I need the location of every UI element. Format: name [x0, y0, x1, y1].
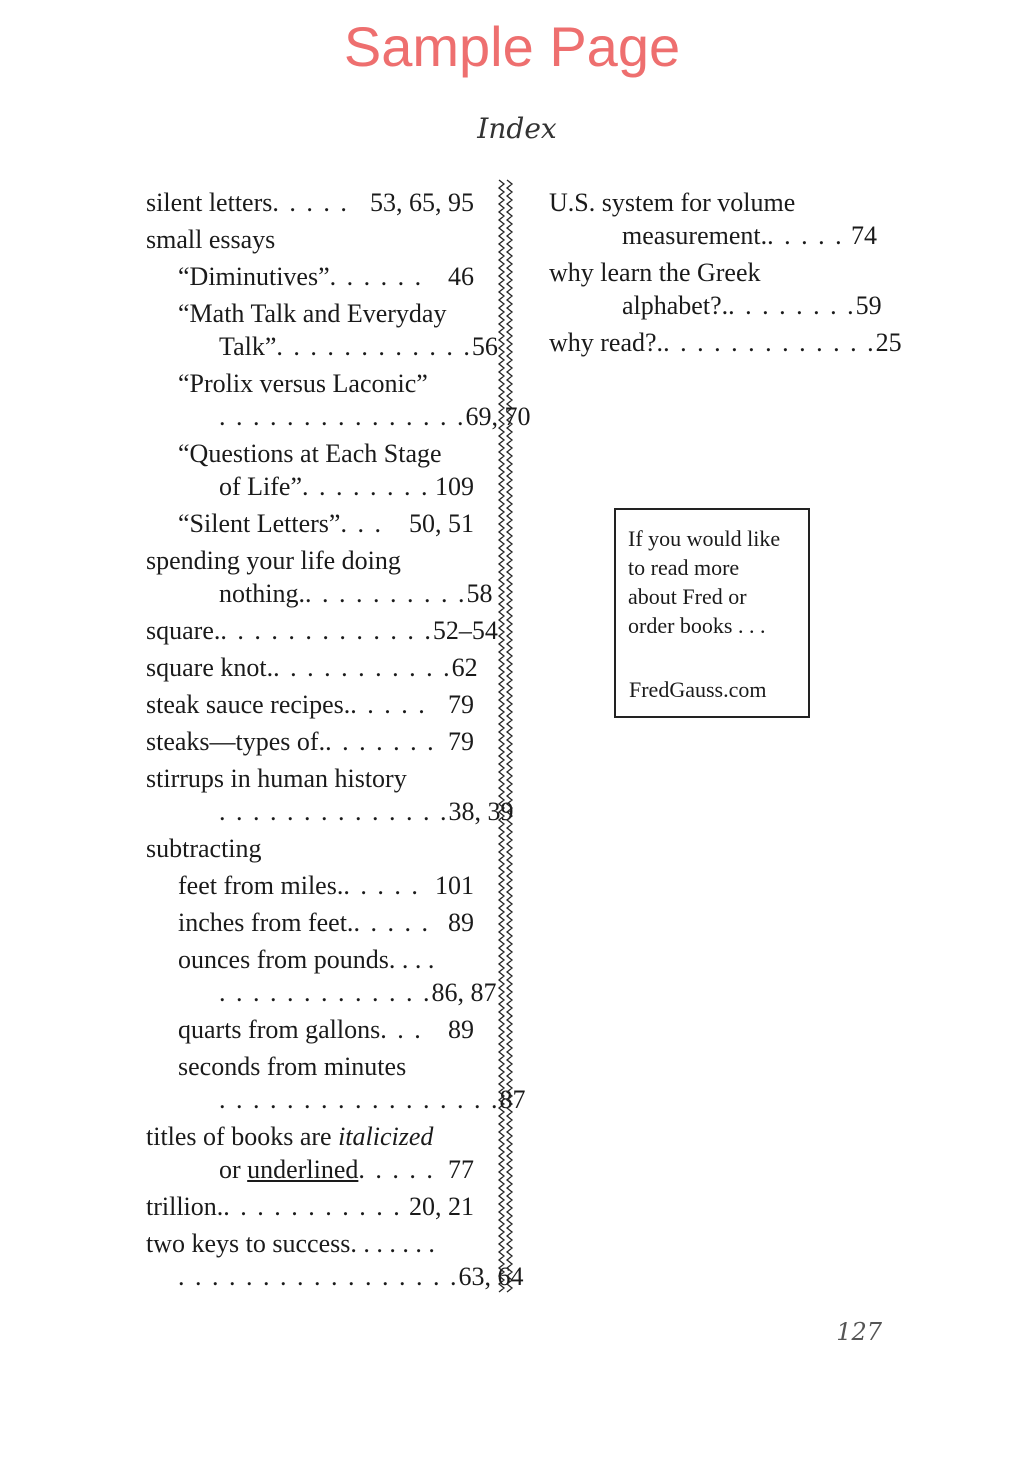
entry-term — [178, 367, 428, 400]
entry-page-numbers: 38, 39 — [448, 797, 514, 826]
dot-leader: . . . . . — [343, 871, 420, 900]
dot-leader: . . . . . . . . . . . . . . . . . — [178, 1262, 459, 1291]
index-entry — [146, 906, 474, 939]
index-heading: Index — [477, 112, 557, 145]
entry-page-numbers: 63, 64 — [458, 1262, 524, 1291]
entry-page-numbers: 79 — [448, 727, 474, 756]
entry-term-underlined: underlined — [247, 1155, 359, 1184]
entry-term-text: “Math Talk and Everyday — [178, 299, 447, 328]
entry-term-text: why read?. — [549, 328, 664, 357]
index-entry — [146, 725, 474, 758]
entry-term-text: why learn the Greek — [549, 258, 761, 287]
entry-term — [178, 906, 353, 939]
entry-term-text: trillion. — [146, 1192, 224, 1221]
entry-page-numbers: 52–54 — [432, 616, 498, 645]
index-entry-line — [146, 470, 474, 503]
promo-line: If you would like — [628, 526, 781, 551]
index-entry — [146, 1227, 524, 1293]
index-entry-line — [549, 186, 877, 219]
entry-term — [219, 330, 276, 363]
dot-leader: . . . . . — [272, 188, 349, 217]
entry-term — [146, 223, 275, 256]
index-entry-line — [146, 437, 474, 470]
entry-term — [146, 1190, 223, 1223]
entry-page-numbers: 79 — [448, 690, 474, 719]
dot-leader: . . . . . — [358, 1155, 435, 1184]
index-entry-line — [146, 297, 474, 330]
entry-page-numbers: 25 — [875, 328, 902, 357]
entry-term — [146, 762, 407, 795]
dot-leader: . . . . . . . . . . . . — [276, 332, 472, 361]
index-entry — [549, 256, 882, 322]
index-entry-line — [146, 943, 474, 976]
entry-page-numbers: 89 — [448, 908, 474, 937]
entry-term-text: feet from miles. — [178, 871, 344, 900]
entry-page-numbers: 46 — [448, 262, 474, 291]
entry-term — [146, 186, 272, 219]
index-entry-line — [146, 688, 474, 721]
index-entry — [549, 186, 877, 252]
entry-term — [146, 544, 401, 577]
dot-leader: . . . . . . — [329, 262, 424, 291]
entry-term-text: alphabet?. — [622, 291, 729, 320]
dot-leader: . . . . . — [353, 908, 430, 937]
index-entry-line — [146, 260, 474, 293]
dot-leader: . . . . . . . . . . . . . — [220, 616, 433, 645]
entry-term-text: spending your life doing — [146, 546, 401, 575]
entry-term-text: small essays — [146, 225, 276, 254]
index-entry — [146, 688, 474, 721]
entry-term — [219, 577, 305, 610]
entry-term — [178, 507, 340, 540]
zigzag-line — [507, 180, 512, 1292]
index-entry — [146, 223, 474, 256]
index-entry-line — [146, 223, 474, 256]
dot-leader: . . . . . . . . . . . — [273, 653, 452, 682]
index-entry — [146, 651, 478, 684]
entry-term — [178, 437, 442, 470]
entry-page-numbers: 50, 51 — [409, 509, 474, 538]
entry-term-text: “Questions at Each Stage — [178, 439, 442, 468]
index-entry — [146, 260, 474, 293]
entry-page-numbers: 77 — [448, 1155, 474, 1184]
index-entry-line — [146, 1190, 474, 1223]
index-entry-line — [146, 577, 493, 610]
promo-line: about Fred or — [628, 584, 747, 609]
entry-term-text: or — [219, 1155, 248, 1184]
index-entry-line — [146, 544, 474, 577]
dot-leader: . . . . . . . . — [728, 291, 856, 320]
index-entry-line — [146, 762, 474, 795]
promo-box — [614, 508, 810, 718]
entry-term — [219, 470, 302, 503]
entry-term-text: stirrups in human history — [146, 764, 407, 793]
index-entry-line — [549, 256, 877, 289]
entry-term-text: nothing. — [219, 579, 305, 608]
index-entry-line — [146, 367, 474, 400]
index-column-left — [146, 186, 531, 1297]
zigzag-divider — [497, 180, 515, 1292]
entry-page-numbers: 62 — [451, 653, 478, 682]
promo-line: to read more — [628, 555, 740, 580]
entry-term-text: “Diminutives” — [178, 262, 330, 291]
entry-page-numbers: 86, 87 — [431, 978, 497, 1007]
index-entry — [146, 186, 474, 219]
index-entry-line — [549, 219, 877, 252]
entry-page-numbers: 20, 21 — [409, 1192, 474, 1221]
index-entry-line — [549, 326, 902, 359]
dot-leader: . . . — [340, 509, 383, 538]
dot-leader: . . . — [380, 1015, 423, 1044]
entry-term — [622, 219, 767, 252]
entry-term-text: measurement. — [622, 221, 768, 250]
entry-term — [622, 289, 728, 322]
index-entry — [146, 832, 474, 865]
index-entry — [146, 367, 531, 433]
entry-term — [178, 943, 434, 976]
index-entry — [146, 943, 497, 1009]
promo-website-link[interactable]: FredGauss.com — [629, 677, 767, 702]
index-entry-line — [146, 832, 474, 865]
entry-term — [146, 651, 273, 684]
entry-term-text: seconds from minutes — [178, 1052, 407, 1081]
entry-term-text: subtracting — [146, 834, 262, 863]
entry-term-text: silent letters — [146, 188, 273, 217]
entry-term — [178, 297, 446, 330]
index-entry-line — [146, 330, 498, 363]
dot-leader: . . . . . . . . — [302, 472, 430, 501]
index-entry-line — [146, 614, 498, 647]
entry-term — [146, 832, 262, 865]
entry-term-text: “Prolix versus Laconic” — [178, 369, 428, 398]
dot-leader: . . . . . . . . . . . . . . . — [219, 402, 466, 431]
entry-page-numbers: 89 — [448, 1015, 474, 1044]
sample-page-watermark: Sample Page — [343, 15, 681, 78]
index-entry — [146, 544, 493, 610]
dot-leader: . . . . . — [350, 690, 427, 719]
index-entry-line — [146, 1227, 474, 1260]
entry-term-text: square knot. — [146, 653, 274, 682]
entry-page-numbers: 53, 65, 95 — [370, 188, 474, 217]
entry-term-text: U.S. system for volume — [549, 188, 796, 217]
dot-leader: . . . . . . . . . . — [304, 579, 467, 608]
entry-term-text: ounces from pounds. . . . — [178, 945, 435, 974]
entry-page-numbers: 58 — [466, 579, 493, 608]
entry-page-numbers: 59 — [855, 291, 882, 320]
entry-page-numbers: 87 — [499, 1085, 526, 1114]
index-entry — [146, 507, 474, 540]
index-entry — [146, 297, 498, 363]
dot-leader: . . . . . . . . . . . . . — [663, 328, 876, 357]
index-entry-line — [146, 1120, 474, 1153]
index-entry-line — [146, 1013, 474, 1046]
index-entry-line — [146, 725, 474, 758]
entry-term-text: square. — [146, 616, 221, 645]
index-entry-line — [146, 651, 478, 684]
entry-term-text: Talk” — [219, 332, 277, 361]
entry-page-numbers: 109 — [435, 472, 474, 501]
dot-leader: . . . . . — [767, 221, 844, 250]
entry-term — [219, 1153, 358, 1186]
entry-term-text: quarts from gallons — [178, 1015, 381, 1044]
index-entry — [146, 762, 514, 828]
entry-term-text: inches from feet. — [178, 908, 354, 937]
entry-term — [146, 725, 325, 758]
entry-term-text: titles of books are — [146, 1122, 339, 1151]
entry-term — [146, 1120, 433, 1153]
dot-leader: . . . . . . . . . . . — [223, 1192, 402, 1221]
entry-page-numbers: 56 — [471, 332, 498, 361]
index-entry — [146, 869, 474, 902]
index-entry — [146, 1120, 474, 1186]
index-entry — [146, 1013, 474, 1046]
index-entry-line — [549, 289, 882, 322]
index-entry — [549, 326, 902, 359]
dot-leader: . . . . . . . — [325, 727, 436, 756]
index-column-right — [549, 186, 902, 363]
promo-line: order books . . . — [628, 613, 766, 638]
entry-term — [549, 256, 761, 289]
index-entry — [146, 1190, 474, 1223]
entry-page-numbers: 101 — [435, 871, 474, 900]
entry-term-text: steak sauce recipes. — [146, 690, 351, 719]
entry-term — [178, 1050, 406, 1083]
entry-term-text: “Silent Letters” — [178, 509, 341, 538]
entry-term — [178, 1013, 380, 1046]
entry-term-text: of Life” — [219, 472, 303, 501]
page-number: 127 — [836, 1318, 882, 1346]
index-entry-line — [146, 795, 514, 828]
index-entry-line — [146, 976, 497, 1009]
index-entry-line — [146, 1153, 474, 1186]
index-entry-line — [146, 1050, 474, 1083]
index-entry-line — [146, 869, 474, 902]
entry-term — [549, 186, 795, 219]
dot-leader: . . . . . . . . . . . . . . . . . — [219, 1085, 500, 1114]
dot-leader: . . . . . . . . . . . . . — [219, 978, 432, 1007]
entry-term — [146, 1227, 435, 1260]
index-entry-line — [146, 186, 474, 219]
entry-page-numbers: 74 — [851, 221, 877, 250]
index-entry — [146, 437, 474, 503]
zigzag-line — [499, 180, 504, 1292]
index-entry-line — [146, 1260, 524, 1293]
index-entry-line — [146, 400, 531, 433]
index-entry-line — [146, 1083, 526, 1116]
entry-term — [178, 260, 330, 293]
index-entry — [146, 614, 498, 647]
dot-leader: . . . . . . . . . . . . . . — [219, 797, 449, 826]
entry-term — [146, 688, 350, 721]
entry-term — [178, 869, 343, 902]
entry-term — [549, 326, 663, 359]
index-entry-line — [146, 906, 474, 939]
entry-term-text: two keys to success. . . . . . . — [146, 1229, 435, 1258]
index-entry-line — [146, 507, 474, 540]
entry-term-text: steaks—types of. — [146, 727, 326, 756]
entry-term — [146, 614, 220, 647]
entry-page-numbers: 69, 70 — [465, 402, 531, 431]
entry-term-italic: italicized — [338, 1122, 434, 1151]
index-entry — [146, 1050, 526, 1116]
